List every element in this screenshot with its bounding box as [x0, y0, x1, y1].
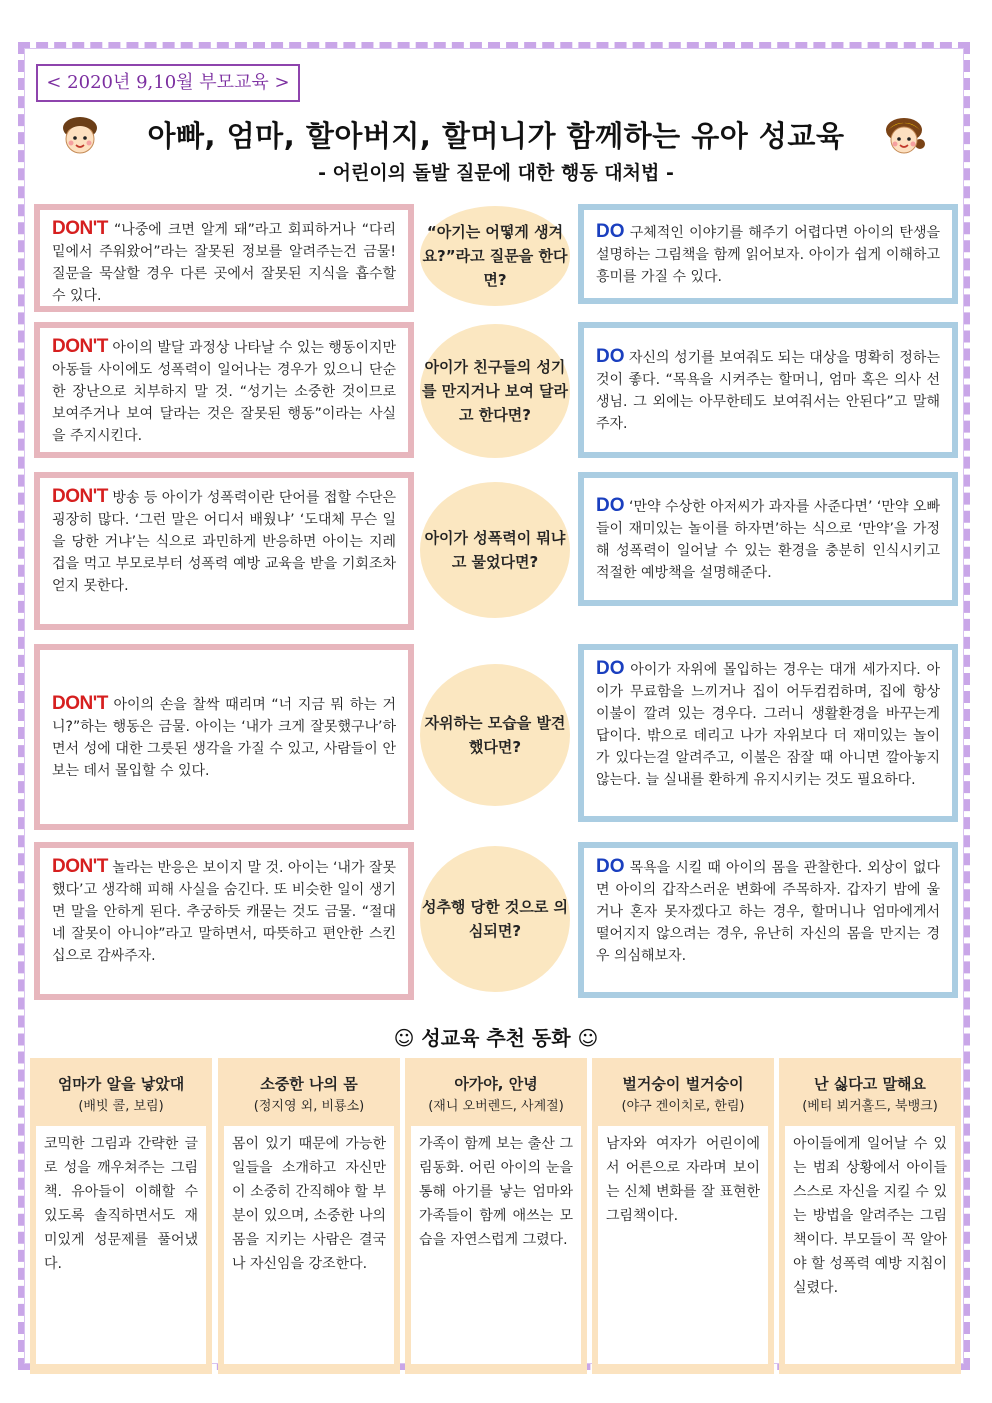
book-title: 엄마가 알을 낳았대 [57, 1075, 185, 1093]
page-title: 아빠, 엄마, 할아버지, 할머니가 함께하는 유아 성교육 [147, 119, 845, 153]
question-bubble: 성추행 당한 것으로 의심되면? [420, 846, 570, 992]
do-tag: DO [596, 658, 625, 679]
do-text: ‘만약 수상한 아저씨가 과자를 사준다면’ ‘만약 오빠들이 재미있는 놀이를 하자면’하는 식으로 ‘만약’을 가정해 성폭력이 일어날 수 있는 환경을 충분히 인식시키고 적절한 예방책을 설명해준다. [596, 498, 941, 581]
page-subtitle: - 어린이의 돌발 질문에 대한 행동 대처법 - [318, 162, 674, 184]
do-text: 구체적인 이야기를 해주기 어렵다면 아이의 탄생을 설명하는 그림책을 함께 읽어보자. 아이가 쉽게 이해하고 흥미를 가질 수 있다. [596, 224, 940, 285]
book-card [779, 1058, 961, 1374]
do-tag: DO [596, 494, 625, 516]
book-description: 아이들에게 일어날 수 있는 범죄 상황에서 아이들 스스로 자신을 지킬 수 있는 방법을 알려주는 그림책이다. 부모들이 꼭 알아야 할 성폭력 예방 지침이 실렸다. [785, 1126, 955, 1364]
book-description: 남자와 여자가 어린이에서 어른으로 자라며 보이는 신체 변화를 잘 표현한 그림책이다. [598, 1126, 768, 1364]
book-card [30, 1058, 212, 1374]
dont-text: 방송 등 아이가 성폭력이란 단어를 접할 수단은 굉장히 많다. ‘그런 말은 어디서 배웠냐’ ‘도대체 무슨 일을 당한 거냐’는 식으로 과민하게 반응하면 아이는 지레 겁을 먹고 부모로부터 성폭력 예방 교육을 받을 기회조차 얻지 못한다. [52, 490, 397, 594]
dont-tag: DON'T [52, 856, 108, 877]
do-box [578, 472, 958, 606]
dont-text: 아이의 손을 찰싹 때리며 “너 지금 뭐 하는 거니?”하는 행동은 금물. 아이는 ‘내가 크게 잘못했구나’하면서 성에 대한 그릇된 생각을 가질 수 있고, 사람들이 안보는 데서 몰입할 수 있다. [52, 696, 397, 779]
do-box [578, 204, 958, 304]
do-tag: DO [596, 220, 625, 242]
do-box [578, 322, 958, 458]
book-description: 코믹한 그림과 간략한 글로 성을 깨우쳐주는 그림책. 유아들이 이해할 수 있도록 솔직하면서도 재미있게 성문제를 풀어냈다. [36, 1126, 206, 1364]
dont-box [34, 842, 414, 1000]
question-bubble: 아이가 친구들의 성기를 만지거나 보여 달라고 한다면? [420, 324, 570, 458]
book-author: (배빗 콜, 보림) [78, 1099, 164, 1114]
book-title: 벌거숭이 벌거숭이 [622, 1075, 744, 1093]
recommend-title: ☺ 성교육 추천 동화 ☺ [393, 1026, 599, 1050]
do-box [578, 644, 958, 822]
date-badge: < 2020년 9,10월 부모교육 > [36, 64, 300, 102]
dont-box [34, 322, 414, 458]
dont-text: 아이의 발달 과정상 나타날 수 있는 행동이지만 아동들 사이에도 성폭력이 일어나는 경우가 있으니 단순한 장난으로 치부하지 말 것. “성기는 소중한 것이므로 보여주거나 보여 달라는 것은 잘못된 행동”이라는 사실을 주지시킨다. [52, 340, 397, 444]
question-bubble: 자위하는 모습을 발견했다면? [420, 664, 570, 806]
dont-tag: DON'T [52, 218, 108, 239]
do-tag: DO [596, 856, 625, 877]
do-box [578, 842, 958, 998]
book-author: (야구 겐이치로, 한림) [621, 1099, 745, 1114]
question-bubble: 아이가 성폭력이 뭐냐고 물었다면? [420, 482, 570, 618]
do-tag: DO [596, 345, 625, 367]
book-description: 가족이 함께 보는 출산 그림동화. 어린 아이의 눈을 통해 아기를 낳는 엄마와 가족들이 함께 애쓰는 모습을 자연스럽게 그렸다. [411, 1126, 581, 1364]
book-author: (베티 뵈거홀드, 북뱅크) [802, 1099, 938, 1114]
book-description: 몸이 있기 때문에 가능한 일들을 소개하고 자신만이 소중히 간직해야 할 부분이 있으며, 소중한 나의 몸을 지키는 사람은 결국 나 자신임을 강조한다. [224, 1126, 394, 1364]
dont-box [34, 204, 414, 312]
dont-box [34, 644, 414, 830]
do-text: 아이가 자위에 몰입하는 경우는 대개 세가지다. 아이가 무료함을 느끼거나 집이 어두컴컴하며, 집에 항상 이불이 깔려 있는 경우다. 그러니 생활환경을 바꾸는게 답이다. 밖으로 데리고 나가 자위보다 더 재미있는 놀이가 있다는걸 알려주고, 이불은 잠잘 때 아니면 깔아놓지 않는다. 늘 실내를 환하게 유지시키는 것도 필요하다. [596, 662, 940, 788]
dont-tag: DON'T [52, 692, 108, 714]
do-text: 자신의 성기를 보여줘도 되는 대상을 명확히 정하는 것이 좋다. “목욕을 시켜주는 할머니, 엄마 혹은 의사 선생님. 그 외에는 아무한테도 보여줘서는 안된다”고 말해주자. [596, 349, 940, 432]
dont-tag: DON'T [52, 486, 108, 507]
question-bubble: “아기는 어떻게 생겨요?”라고 질문을 한다면? [420, 206, 570, 306]
book-author: (정지영 외, 비룡소) [253, 1099, 365, 1114]
do-text: 목욕을 시킬 때 아이의 몸을 관찰한다. 외상이 없다면 아이의 갑작스러운 변화에 주목하자. 갑자기 밤에 울거나 혼자 못자겠다고 하는 경우, 할머니나 엄마에게서 떨어지지 않으려는 경우, 유난히 자신의 몸을 만지는 경우 의심해보자. [596, 860, 940, 964]
book-card [592, 1058, 774, 1374]
dont-tag: DON'T [52, 336, 108, 357]
dont-text: “나중에 크면 알게 돼”라고 회피하거나 “다리 밑에서 주워왔어”라는 잘못된 정보를 알려주는건 금물! 질문을 묵살할 경우 다른 곳에서 잘못된 지식을 흡수할 수 있다. [52, 222, 396, 304]
dont-text: 놀라는 반응은 보이지 말 것. 아이는 ‘내가 잘못했다’고 생각해 피해 사실을 숨긴다. 또 비슷한 일이 생기면 말을 안하게 된다. 추궁하듯 캐묻는 것도 금물. “절대 네 잘못이 아니야”라고 말하면서, 따뜻하고 편안한 스킨십으로 감싸주자. [52, 860, 397, 964]
book-title: 소중한 나의 몸 [260, 1075, 358, 1093]
book-title: 아가야, 안녕 [454, 1075, 538, 1093]
dont-box [34, 472, 414, 630]
book-title: 난 싫다고 말해요 [814, 1075, 926, 1093]
book-author: (재니 오버렌드, 사계절) [428, 1099, 564, 1114]
book-card [218, 1058, 400, 1374]
book-card [405, 1058, 587, 1374]
